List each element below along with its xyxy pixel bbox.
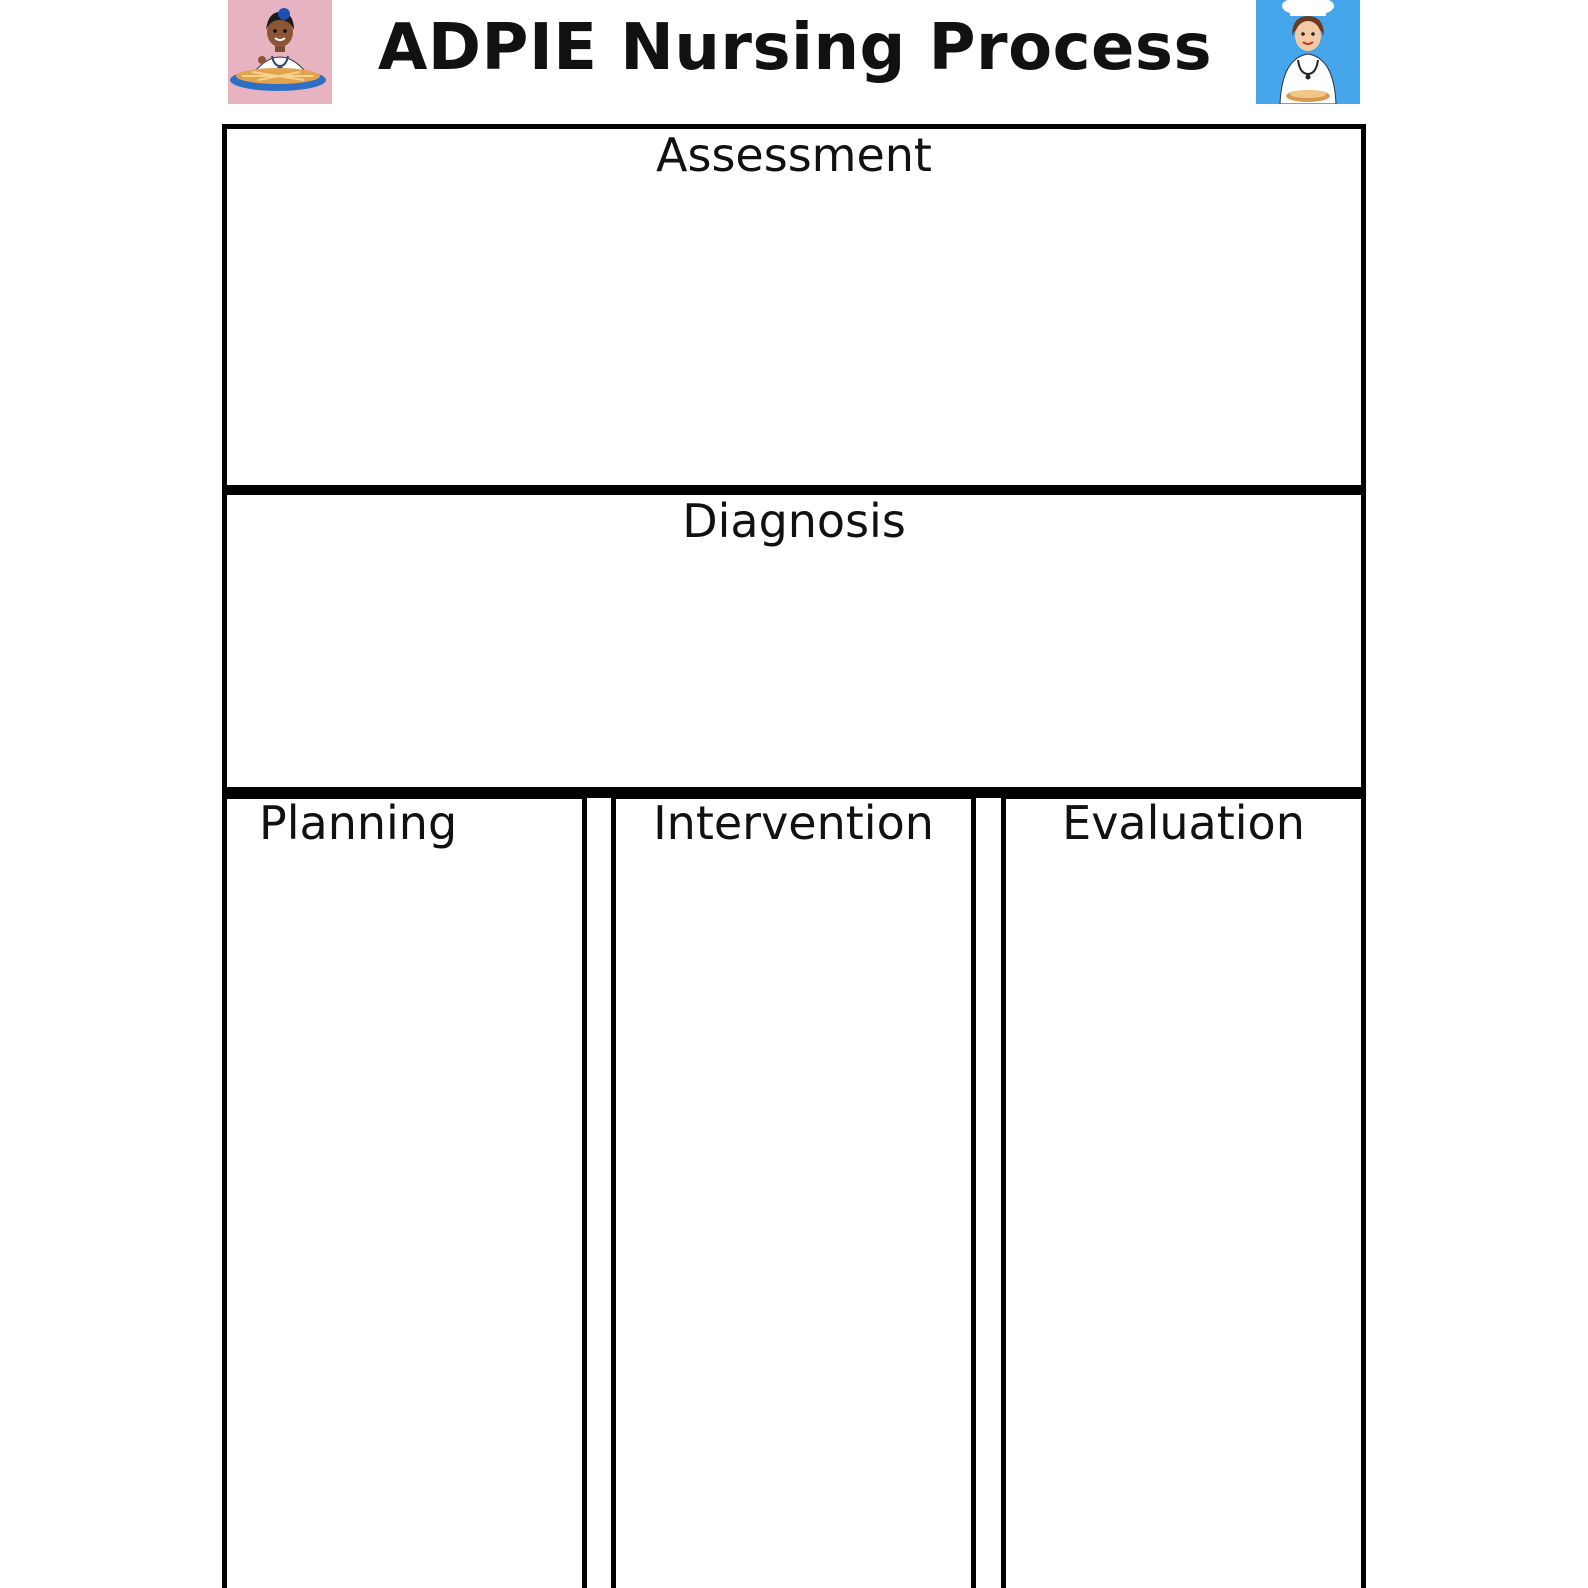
intervention-label: Intervention <box>653 796 934 850</box>
nurse-chef-illustration <box>1256 0 1360 104</box>
diagnosis-label: Diagnosis <box>682 494 906 548</box>
assessment-box[interactable] <box>222 124 1366 490</box>
nurse-baker-icon <box>228 0 332 104</box>
intervention-box[interactable] <box>611 794 976 1588</box>
evaluation-label: Evaluation <box>1062 796 1305 850</box>
diagnosis-box[interactable] <box>222 490 1366 792</box>
nurse-baker-illustration <box>228 0 332 104</box>
evaluation-box[interactable] <box>1001 794 1366 1588</box>
assessment-label: Assessment <box>656 128 932 182</box>
page-title: ADPIE Nursing Process <box>377 11 1213 85</box>
planning-box[interactable] <box>222 794 587 1588</box>
nurse-chef-icon <box>1256 0 1360 104</box>
planning-label: Planning <box>259 796 458 850</box>
